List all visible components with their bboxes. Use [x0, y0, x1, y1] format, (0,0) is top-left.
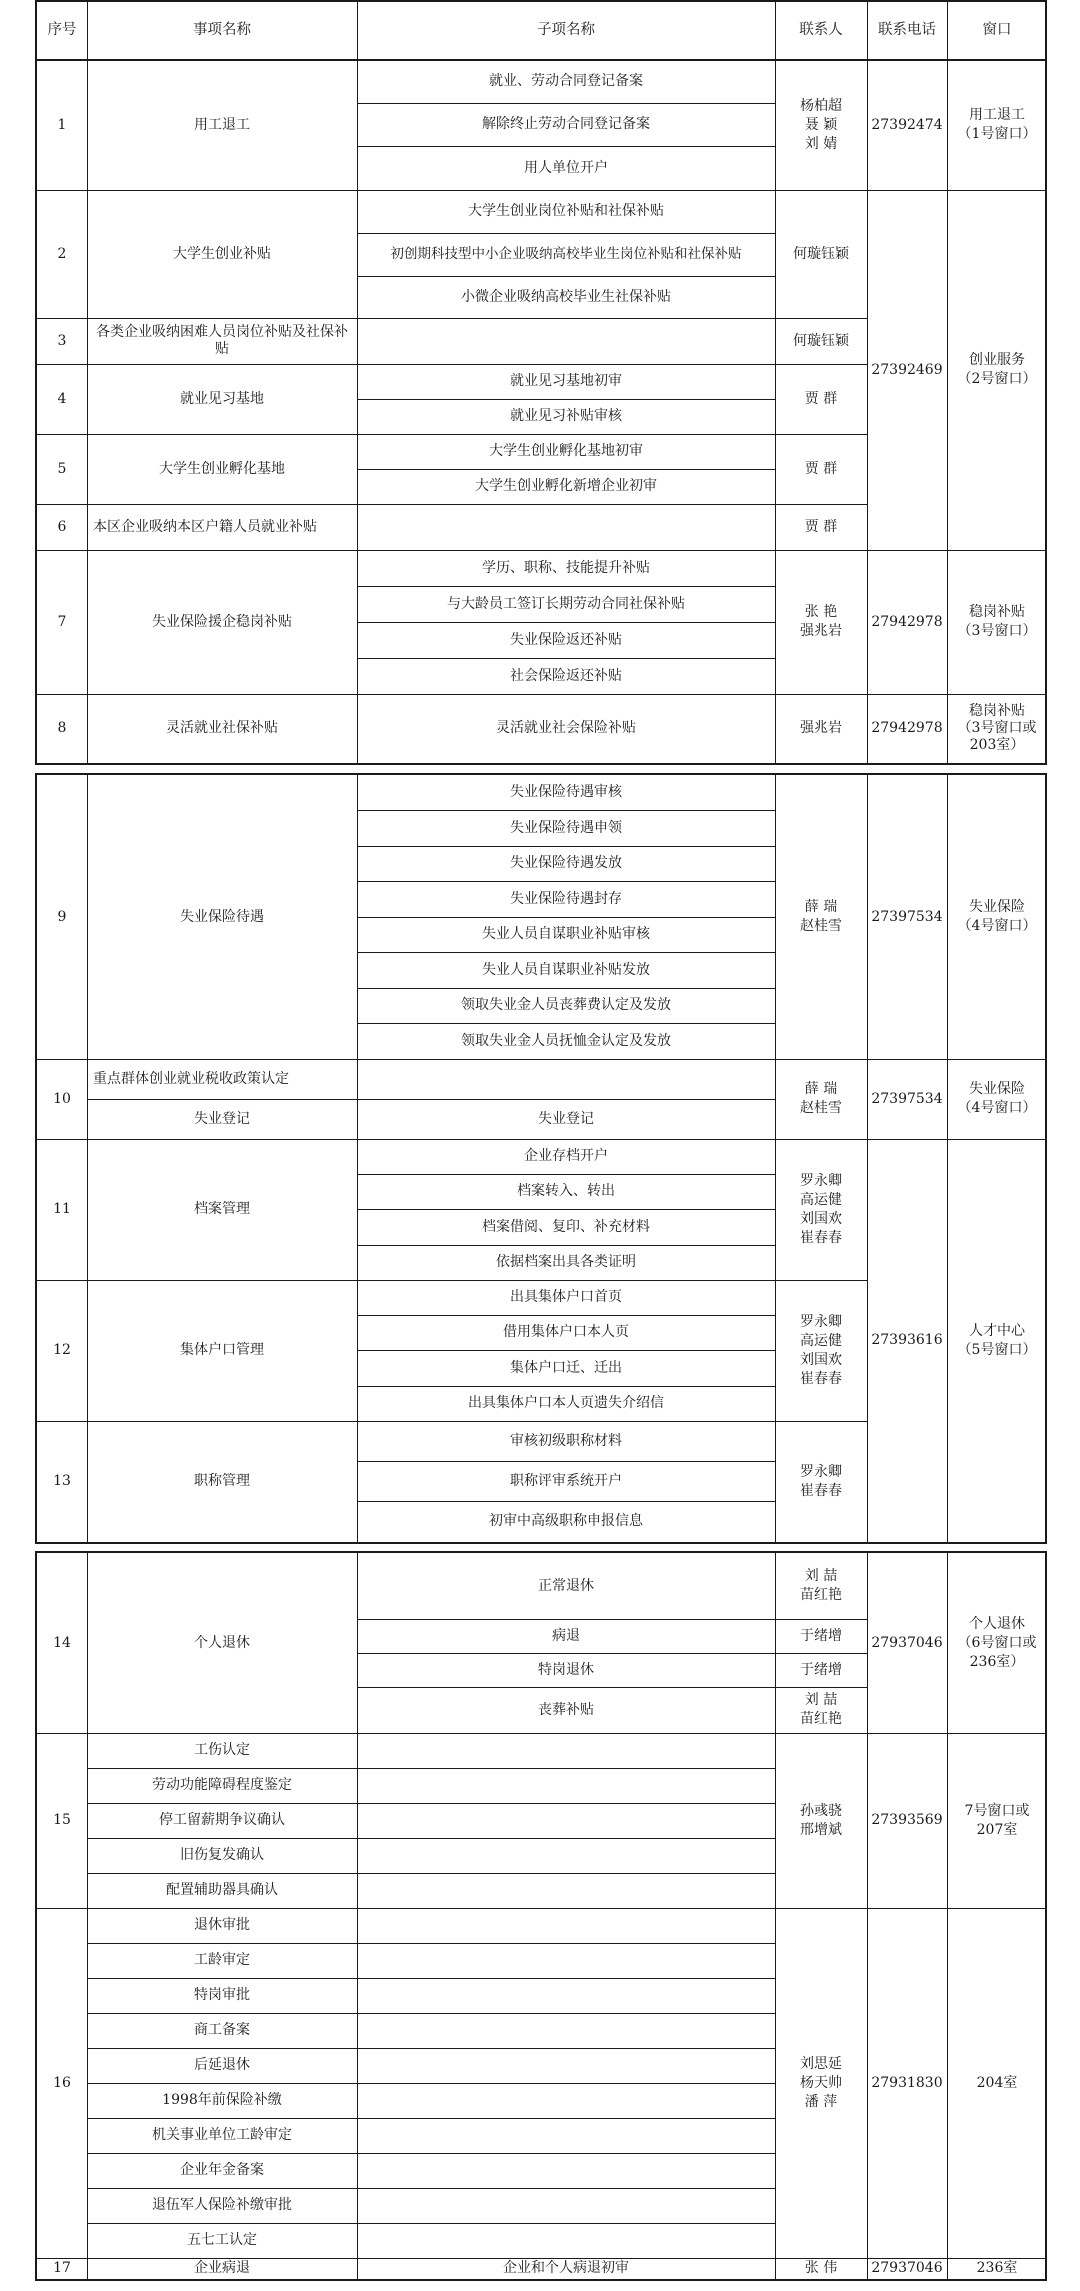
row-9-sub-3: 失业保险待遇发放: [510, 855, 622, 871]
row-13-sub-1: 审核初级职称材料: [510, 1432, 622, 1449]
row-8-contact: 强兆岩: [800, 720, 842, 736]
row-6-seq: 6: [57, 518, 67, 535]
row-17-seq: 17: [53, 2260, 71, 2276]
row-11-sub-4: 依据档案出具各类证明: [496, 1254, 636, 1270]
row-15-contact: 孙彧骁 邢增斌: [800, 1802, 842, 1838]
row-15-seq: 15: [53, 1812, 71, 1828]
row-16-window: 204室: [976, 2074, 1018, 2091]
rows-2-6-phone: 27392469: [871, 361, 943, 378]
table-section-1: [35, 0, 1047, 765]
row-5-contact: 贾 群: [804, 460, 838, 477]
row-8-sub: 灵活就业社会保险补贴: [496, 720, 636, 736]
row-16-name-3: 特岗审批: [194, 1987, 250, 2003]
row-7-phone: 27942978: [871, 613, 943, 630]
row-15-window: 7号窗口或 207室: [964, 1802, 1030, 1838]
row-1-sub-3: 用人单位开户: [524, 159, 608, 176]
row-13-sub-3: 初审中高级职称申报信息: [489, 1513, 643, 1529]
row-14-sub-2: 病退: [552, 1627, 580, 1644]
row-13-seq: 13: [53, 1473, 71, 1489]
row-1-seq: 1: [57, 116, 67, 133]
row-2-sub-1: 大学生创业岗位补贴和社保补贴: [468, 203, 664, 219]
row-1-sub-2: 解除终止劳动合同登记备案: [482, 116, 650, 132]
row-15-name-5: 配置辅助器具确认: [166, 1882, 278, 1898]
row-14-sub-4: 丧葬补贴: [538, 1701, 594, 1718]
row-13-name: 职称管理: [194, 1473, 250, 1489]
row-14-contact-4: 刘 喆 苗红艳: [800, 1692, 842, 1727]
row-10-name-b: 失业登记: [194, 1110, 250, 1127]
row-3-contact: 何璇钰颖: [793, 332, 849, 349]
row-13-sub-2: 职称评审系统开户: [510, 1472, 622, 1489]
row-14-contact-3: 于绪增: [800, 1661, 842, 1678]
row-16-seq: 16: [53, 2074, 71, 2091]
row-9-phone: 27397534: [871, 908, 943, 925]
row-1-sub-1: 就业、劳动合同登记备案: [489, 73, 643, 89]
row-14-seq: 14: [53, 1634, 71, 1651]
row-11-contact: 罗永卿 高运健 刘国欢 崔春春: [800, 1172, 842, 1246]
row-16-name-2: 工龄审定: [194, 1952, 250, 1968]
row-9-contact: 薛 瑞 赵桂雪: [800, 899, 842, 934]
row-14-sub-3: 特岗退休: [538, 1661, 594, 1678]
row-5-seq: 5: [57, 460, 67, 477]
row-10-phone: 27397534: [871, 1090, 943, 1107]
row-13-contact: 罗永卿 崔春春: [800, 1463, 842, 1499]
row-7-sub-2: 与大龄员工签订长期劳动合同社保补贴: [447, 595, 685, 612]
row-11-sub-1: 企业存档开户: [524, 1148, 608, 1164]
row-6-contact: 贾 群: [804, 518, 838, 535]
row-5-sub-1: 大学生创业孵化基地初审: [489, 443, 643, 459]
row-12-seq: 12: [53, 1342, 71, 1358]
row-14-contact-2: 于绪增: [800, 1627, 842, 1644]
row-17-window: 236室: [976, 2260, 1018, 2276]
row-5-sub-2: 大学生创业孵化新增企业初审: [475, 478, 657, 494]
row-14-sub-1: 正常退休: [538, 1577, 594, 1594]
row-2-sub-3: 小微企业吸纳高校毕业生社保补贴: [461, 288, 671, 305]
row-15-name-1: 工伤认定: [194, 1742, 250, 1758]
row-10-sub-b: 失业登记: [538, 1110, 594, 1127]
header-item-name: 事项名称: [193, 22, 251, 38]
row-4-contact: 贾 群: [804, 390, 838, 407]
row-12-sub-2: 借用集体户口本人页: [503, 1324, 629, 1340]
row-7-sub-1: 学历、职称、技能提升补贴: [482, 559, 650, 576]
row-16-name-10: 五七工认定: [187, 2232, 257, 2248]
row-17-phone: 27937046: [871, 2260, 943, 2276]
row-16-name-4: 商工备案: [194, 2022, 250, 2038]
table-section-3: [35, 1551, 1047, 2281]
header-contact: 联系人: [799, 22, 843, 38]
row-16-name-6: 1998年前保险补缴: [162, 2092, 282, 2108]
row-12-sub-3: 集体户口迁、迁出: [510, 1359, 622, 1376]
row-7-sub-4: 社会保险返还补贴: [510, 667, 622, 684]
row-10-seq: 10: [53, 1090, 71, 1107]
table-section-2: [35, 773, 1047, 1544]
row-15-phone: 27393569: [871, 1812, 943, 1828]
row-4-sub-2: 就业见习补贴审核: [510, 408, 622, 424]
row-9-sub-8: 领取失业金人员抚恤金认定及发放: [461, 1032, 671, 1049]
row-10-contact: 薛 瑞 赵桂雪: [800, 1081, 842, 1116]
row-16-name-7: 机关事业单位工龄审定: [152, 2127, 292, 2143]
row-11-name: 档案管理: [194, 1201, 250, 1217]
row-17-sub: 企业和个人病退初审: [503, 2260, 629, 2276]
row-14-window: 个人退休 （6号窗口或 236室）: [957, 1615, 1037, 1670]
header-window: 窗口: [982, 22, 1012, 38]
row-4-name: 就业见习基地: [180, 390, 264, 407]
row-15-name-2: 劳动功能障碍程度鉴定: [152, 1777, 292, 1793]
row-1-window: 用工退工 （1号窗口）: [957, 107, 1037, 142]
row-9-sub-1: 失业保险待遇审核: [510, 784, 622, 800]
row-12-name: 集体户口管理: [180, 1342, 264, 1358]
header-phone: 联系电话: [878, 22, 936, 38]
rows-11-13-phone: 27393616: [871, 1332, 943, 1348]
row-12-sub-4: 出具集体户口本人页遗失介绍信: [468, 1395, 664, 1411]
row-9-name: 失业保险待遇: [180, 908, 264, 925]
row-9-window: 失业保险 （4号窗口）: [957, 899, 1037, 934]
row-16-name-1: 退休审批: [194, 1917, 250, 1933]
row-3-name: 各类企业吸纳困难人员岗位补贴及社保补贴: [96, 324, 348, 357]
row-2-sub-2: 初创期科技型中小企业吸纳高校毕业生岗位补贴和社保补贴: [390, 246, 742, 262]
header-subitem-name: 子项名称: [537, 22, 595, 38]
row-8-window: 稳岗补贴 （3号窗口或 203室）: [957, 703, 1037, 753]
row-9-seq: 9: [57, 908, 67, 925]
row-11-sub-3: 档案借阅、复印、补充材料: [482, 1218, 650, 1235]
row-7-name: 失业保险援企稳岗补贴: [152, 613, 292, 630]
row-16-name-9: 退伍军人保险补缴审批: [152, 2197, 292, 2213]
row-9-sub-4: 失业保险待遇封存: [510, 890, 622, 907]
row-10-window: 失业保险 （4号窗口）: [957, 1081, 1037, 1116]
row-11-seq: 11: [53, 1201, 71, 1217]
row-10-name-a: 重点群体创业就业税收政策认定: [93, 1070, 289, 1087]
row-15-name-4: 旧伤复发确认: [180, 1847, 264, 1863]
row-12-contact: 罗永卿 高运健 刘国欢 崔春春: [800, 1313, 842, 1387]
row-17-name: 企业病退: [194, 2260, 250, 2276]
row-11-sub-2: 档案转入、转出: [517, 1183, 615, 1199]
row-16-name-5: 后延退休: [194, 2057, 250, 2073]
row-1-contact: 杨柏超 聂 颖 刘 婧: [800, 97, 842, 152]
row-7-contact: 张 艳 强兆岩: [800, 604, 842, 639]
row-9-sub-5: 失业人员自谋职业补贴审核: [482, 926, 650, 942]
row-2-name: 大学生创业补贴: [173, 245, 271, 262]
row-1-phone: 27392474: [871, 116, 943, 133]
row-12-sub-1: 出具集体户口首页: [510, 1289, 622, 1305]
rows-11-13-window: 人才中心 （5号窗口）: [957, 1322, 1037, 1358]
row-6-name: 本区企业吸纳本区户籍人员就业补贴: [93, 518, 317, 535]
row-7-seq: 7: [57, 613, 67, 630]
row-17-contact: 张 伟: [804, 2260, 838, 2276]
row-15-name-3: 停工留薪期争议确认: [159, 1812, 285, 1828]
row-16-name-8: 企业年金备案: [180, 2162, 264, 2178]
row-9-sub-6: 失业人员自谋职业补贴发放: [482, 961, 650, 978]
row-14-name: 个人退休: [194, 1634, 250, 1651]
row-4-sub-1: 就业见习基地初审: [510, 373, 622, 389]
rows-2-6-window: 创业服务 （2号窗口）: [957, 352, 1037, 387]
row-9-sub-2: 失业保险待遇申领: [510, 819, 622, 836]
row-7-sub-3: 失业保险返还补贴: [510, 631, 622, 648]
row-8-name: 灵活就业社保补贴: [166, 720, 278, 736]
row-5-name: 大学生创业孵化基地: [159, 460, 285, 477]
row-2-contact: 何璇钰颖: [793, 245, 849, 262]
row-3-seq: 3: [57, 332, 67, 349]
row-14-phone: 27937046: [871, 1634, 943, 1651]
row-16-contact: 刘思延 杨天帅 潘 萍: [800, 2055, 842, 2110]
row-1-name: 用工退工: [194, 116, 250, 133]
row-8-phone: 27942978: [871, 720, 943, 736]
row-2-seq: 2: [57, 245, 67, 262]
row-4-seq: 4: [57, 390, 67, 407]
row-7-window: 稳岗补贴 （3号窗口）: [957, 604, 1037, 639]
row-9-sub-7: 领取失业金人员丧葬费认定及发放: [461, 997, 671, 1013]
row-14-contact-1: 刘 喆 苗红艳: [800, 1568, 842, 1603]
row-8-seq: 8: [57, 720, 67, 736]
row-16-phone: 27931830: [871, 2074, 943, 2091]
header-seq: 序号: [47, 22, 77, 38]
